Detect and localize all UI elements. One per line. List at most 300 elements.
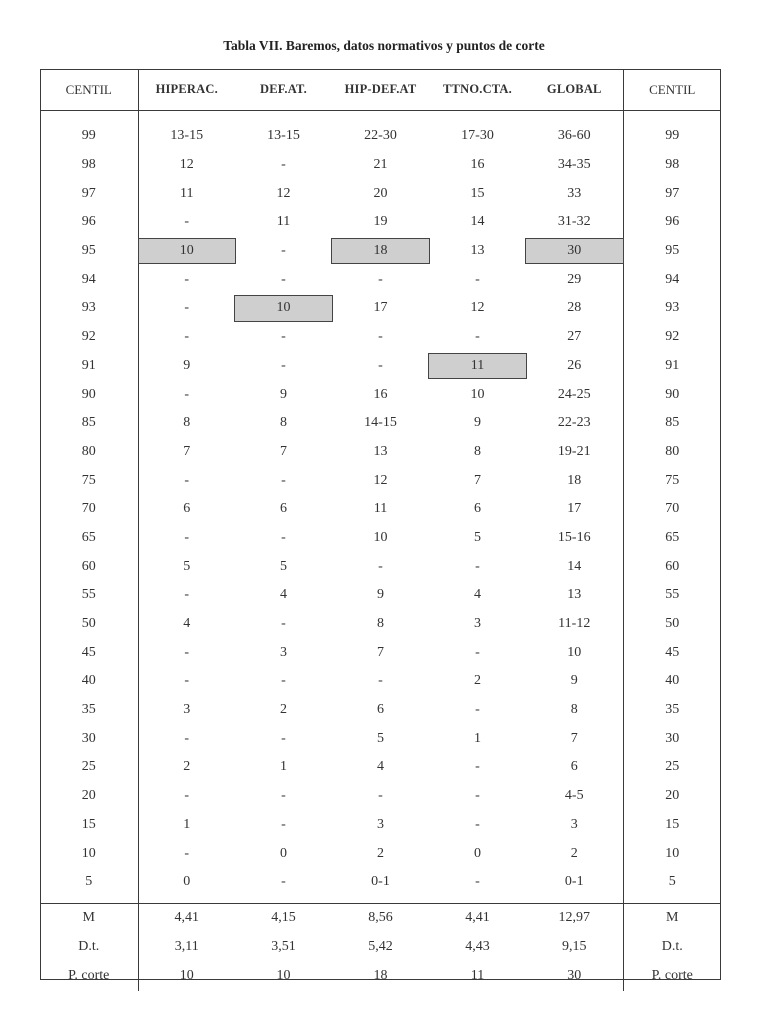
cell-value: -	[475, 329, 480, 345]
cell-value: 8	[377, 616, 384, 632]
centil-cell-right	[623, 753, 721, 782]
cell-value: 11	[470, 968, 485, 984]
value-cell	[332, 753, 429, 782]
value-cell	[526, 208, 623, 237]
cell-value: -	[184, 300, 190, 316]
cell-value: 4	[183, 616, 191, 632]
cell-value: 85	[665, 415, 680, 431]
table-row	[40, 581, 721, 610]
value-cell	[235, 753, 332, 782]
header-hiperac: HIPERAC.	[138, 69, 235, 111]
cell-value: 36-60	[557, 128, 591, 144]
cell-value: 10	[567, 644, 582, 660]
value-cell	[429, 552, 526, 581]
value-cell	[235, 638, 332, 667]
value-cell	[138, 868, 235, 897]
value-cell	[138, 638, 235, 667]
cell-value: 4,41	[174, 910, 199, 926]
cell-value: 99	[665, 128, 680, 144]
value-cell	[138, 782, 235, 811]
header-global: GLOBAL	[526, 69, 623, 111]
cell-value: 0	[183, 874, 191, 890]
cell-value: 25	[665, 759, 680, 775]
cell-value: 30	[665, 730, 680, 746]
stat-value-cell	[526, 933, 623, 962]
stat-value-cell	[332, 933, 429, 962]
cell-value: 12	[470, 300, 485, 316]
value-cell	[138, 839, 235, 868]
centil-cell-right	[623, 581, 721, 610]
value-cell	[235, 552, 332, 581]
cell-value: -	[475, 874, 480, 890]
table-row	[40, 811, 721, 840]
cell-value: 8	[280, 415, 287, 431]
cell-value: 4,41	[465, 910, 490, 926]
centil-cell-right	[623, 552, 721, 581]
value-cell	[526, 696, 623, 725]
value-cell	[429, 638, 526, 667]
stat-value-cell	[429, 933, 526, 962]
cell-value: -	[281, 673, 286, 689]
cell-value: 11	[180, 185, 194, 201]
stats-row	[40, 962, 721, 991]
centil-cell-right	[623, 438, 721, 467]
cell-value: 22-30	[364, 128, 397, 144]
cell-value: 8	[183, 415, 191, 431]
header-centil-right: CENTIL	[623, 69, 721, 111]
centil-cell-right	[623, 667, 721, 696]
cell-value: 97	[665, 185, 680, 201]
cell-value: 93	[665, 300, 680, 316]
centil-cell-right	[623, 208, 721, 237]
cell-value: 45	[81, 644, 96, 660]
stat-label-right	[623, 962, 721, 991]
cell-value: -	[475, 759, 480, 775]
cell-value: 95	[665, 243, 680, 259]
cell-value: 1	[183, 816, 191, 832]
centil-cell-left	[40, 581, 138, 610]
cell-value: 13-15	[267, 128, 300, 144]
centil-cell-right	[623, 151, 721, 180]
cell-value: 19-21	[557, 443, 591, 459]
cell-value: 8	[474, 443, 481, 459]
cell-value: 10	[373, 529, 388, 545]
cell-value: 7	[280, 443, 287, 459]
value-cell	[332, 495, 429, 524]
value-cell	[526, 495, 623, 524]
cell-value: 80	[81, 443, 96, 459]
cell-value: 70	[665, 501, 680, 517]
centil-cell-left	[40, 352, 138, 381]
cell-value: 28	[567, 300, 582, 316]
value-cell	[235, 667, 332, 696]
cell-value: -	[378, 558, 383, 574]
value-cell	[526, 294, 623, 323]
cell-value: 60	[81, 558, 96, 574]
cell-value: 5	[280, 558, 287, 574]
cell-value: -	[281, 816, 286, 832]
cell-value: -	[184, 271, 190, 287]
cell-value: 35	[81, 702, 96, 718]
cell-value: 95	[81, 243, 96, 259]
centil-cell-left	[40, 868, 138, 897]
value-cell	[138, 380, 235, 409]
cell-value: 80	[665, 443, 680, 459]
cell-value: 15-16	[557, 529, 591, 545]
value-cell	[526, 122, 623, 151]
cell-value: 4,15	[271, 910, 296, 926]
cell-value: -	[184, 673, 190, 689]
value-cell	[526, 438, 623, 467]
cell-value: -	[378, 357, 383, 373]
centil-cell-left	[40, 782, 138, 811]
value-cell	[526, 323, 623, 352]
value-cell	[138, 208, 235, 237]
value-cell	[235, 122, 332, 151]
value-cell	[235, 524, 332, 553]
value-cell	[526, 380, 623, 409]
value-cell	[235, 839, 332, 868]
value-cell	[138, 237, 235, 266]
stat-value-cell	[138, 903, 235, 933]
centil-cell-left	[40, 438, 138, 467]
centil-cell-left	[40, 724, 138, 753]
stat-value-cell	[332, 903, 429, 933]
cell-value: 15	[665, 816, 680, 832]
centil-cell-left	[40, 179, 138, 208]
centil-cell-left	[40, 552, 138, 581]
cell-value: -	[281, 874, 286, 890]
cell-value: 8,56	[368, 910, 393, 926]
value-cell	[138, 466, 235, 495]
table-row	[40, 839, 721, 868]
cell-value: 17	[567, 501, 582, 517]
cell-value: M	[82, 910, 95, 926]
value-cell	[332, 409, 429, 438]
centil-cell-left	[40, 610, 138, 639]
value-cell	[429, 352, 526, 381]
cell-value: -	[281, 243, 286, 259]
cell-value: 3	[280, 644, 287, 660]
value-cell	[332, 179, 429, 208]
cell-value: 5	[474, 529, 481, 545]
value-cell	[526, 409, 623, 438]
stat-value-cell	[526, 962, 623, 991]
cell-value: 13	[373, 443, 388, 459]
cell-value: 21	[373, 157, 388, 173]
cell-value: 5	[85, 874, 93, 890]
cell-value: 20	[665, 788, 680, 804]
cell-value: -	[281, 730, 286, 746]
value-cell	[332, 638, 429, 667]
stat-value-cell	[235, 903, 332, 933]
cell-value: -	[475, 788, 480, 804]
value-cell	[235, 495, 332, 524]
cell-value: 4-5	[564, 788, 584, 804]
value-cell	[526, 179, 623, 208]
cell-value: 98	[81, 157, 96, 173]
centil-cell-left	[40, 811, 138, 840]
centil-cell-left	[40, 409, 138, 438]
table-row	[40, 667, 721, 696]
centil-cell-left	[40, 839, 138, 868]
cell-value: 99	[81, 128, 96, 144]
value-cell	[429, 782, 526, 811]
header-row	[40, 69, 721, 111]
header-hip-defat: HIP-DEF.AT	[332, 69, 429, 111]
centil-cell-right	[623, 868, 721, 897]
value-cell	[332, 237, 429, 266]
value-cell	[332, 524, 429, 553]
value-cell	[332, 294, 429, 323]
value-cell	[332, 352, 429, 381]
value-cell	[429, 753, 526, 782]
cell-value: 0-1	[564, 874, 584, 890]
centil-cell-left	[40, 667, 138, 696]
cell-value: 2	[474, 673, 481, 689]
value-cell	[429, 208, 526, 237]
table-body	[40, 111, 721, 991]
centil-cell-right	[623, 811, 721, 840]
cell-value: 27	[567, 329, 582, 345]
cell-value: 14-15	[364, 415, 397, 431]
value-cell	[332, 323, 429, 352]
cell-value: -	[184, 329, 190, 345]
cell-value: 0	[280, 845, 287, 861]
cell-value: 17-30	[461, 128, 494, 144]
cell-value: -	[378, 329, 383, 345]
value-cell	[332, 782, 429, 811]
cell-value: 14	[567, 558, 582, 574]
cell-value: 17	[373, 300, 388, 316]
centil-cell-right	[623, 724, 721, 753]
stat-value-cell	[138, 962, 235, 991]
cell-value: 18	[567, 472, 582, 488]
cell-value: 3	[570, 816, 578, 832]
table-row	[40, 638, 721, 667]
value-cell	[235, 151, 332, 180]
value-cell	[332, 151, 429, 180]
cell-value: -	[184, 472, 190, 488]
centil-cell-right	[623, 409, 721, 438]
cell-value: 91	[665, 357, 680, 373]
cell-value: 96	[665, 214, 680, 230]
value-cell	[332, 466, 429, 495]
value-cell	[138, 151, 235, 180]
cell-value: 29	[567, 271, 582, 287]
value-cell	[138, 265, 235, 294]
cell-value: -	[184, 587, 190, 603]
value-cell	[332, 265, 429, 294]
value-cell	[429, 524, 526, 553]
cell-value: -	[475, 271, 480, 287]
cell-value: P. corte	[68, 968, 110, 984]
cell-value: 93	[81, 300, 96, 316]
cell-value: 10	[276, 300, 291, 316]
cell-value: 50	[81, 616, 96, 632]
cell-value: 5	[377, 730, 384, 746]
cell-value: 16	[470, 157, 485, 173]
cell-value: 8	[570, 702, 578, 718]
value-cell	[429, 237, 526, 266]
value-cell	[429, 581, 526, 610]
table-row	[40, 323, 721, 352]
value-cell	[138, 696, 235, 725]
value-cell	[332, 724, 429, 753]
stat-value-cell	[235, 962, 332, 991]
cell-value: 19	[373, 214, 388, 230]
cell-value: 4,43	[465, 939, 490, 955]
centil-cell-right	[623, 294, 721, 323]
cell-value: -	[475, 558, 480, 574]
cell-value: 1	[280, 759, 287, 775]
header-defat: DEF.AT.	[235, 69, 332, 111]
value-cell	[235, 782, 332, 811]
cell-value: 18	[373, 968, 388, 984]
cell-value: 5	[183, 558, 191, 574]
table-row	[40, 179, 721, 208]
value-cell	[526, 265, 623, 294]
value-cell	[429, 868, 526, 897]
centil-cell-left	[40, 237, 138, 266]
table-row	[40, 724, 721, 753]
value-cell	[526, 352, 623, 381]
value-cell	[526, 237, 623, 266]
value-cell	[429, 323, 526, 352]
table-row	[40, 294, 721, 323]
table-title: Tabla VII. Baremos, datos normativos y puntos de corte	[223, 38, 545, 53]
cell-value: -	[184, 214, 190, 230]
centil-cell-left	[40, 265, 138, 294]
cell-value: 65	[665, 529, 680, 545]
value-cell	[138, 179, 235, 208]
cell-value: -	[184, 730, 190, 746]
cell-value: -	[378, 271, 383, 287]
cell-value: -	[184, 529, 190, 545]
value-cell	[429, 122, 526, 151]
value-cell	[332, 610, 429, 639]
centil-cell-left	[40, 524, 138, 553]
cell-value: 91	[81, 357, 96, 373]
cell-value: -	[378, 788, 383, 804]
cell-value: 2	[377, 845, 384, 861]
cell-value: 94	[81, 271, 96, 287]
cell-value: 31-32	[557, 214, 591, 230]
centil-cell-left	[40, 466, 138, 495]
cell-value: 75	[665, 472, 680, 488]
value-cell	[138, 724, 235, 753]
cell-value: 60	[665, 558, 680, 574]
table-row	[40, 466, 721, 495]
centil-cell-right	[623, 495, 721, 524]
value-cell	[138, 438, 235, 467]
stat-value-cell	[332, 962, 429, 991]
value-cell	[429, 839, 526, 868]
centil-cell-right	[623, 782, 721, 811]
cell-value: 85	[81, 415, 96, 431]
centil-cell-left	[40, 696, 138, 725]
cell-value: 13	[567, 587, 582, 603]
cell-value: 10	[179, 968, 194, 984]
cell-value: 96	[81, 214, 96, 230]
value-cell	[332, 122, 429, 151]
value-cell	[235, 610, 332, 639]
cell-value: 9	[280, 386, 287, 402]
table-row	[40, 409, 721, 438]
cell-value: 13-15	[170, 128, 204, 144]
value-cell	[235, 352, 332, 381]
cell-value: 30	[567, 243, 582, 259]
centil-cell-right	[623, 352, 721, 381]
cell-value: 14	[470, 214, 485, 230]
value-cell	[526, 782, 623, 811]
cell-value: 18	[373, 243, 388, 259]
cell-value: 40	[81, 673, 96, 689]
cell-value: 94	[665, 271, 680, 287]
cell-value: 30	[81, 730, 96, 746]
value-cell	[235, 724, 332, 753]
value-cell	[526, 581, 623, 610]
table-row	[40, 552, 721, 581]
centil-cell-left	[40, 294, 138, 323]
cell-value: 34-35	[557, 157, 591, 173]
cell-value: 90	[665, 386, 680, 402]
value-cell	[526, 868, 623, 897]
cell-value: 20	[81, 788, 96, 804]
value-cell	[332, 868, 429, 897]
stat-value-cell	[526, 903, 623, 933]
value-cell	[526, 466, 623, 495]
value-cell	[235, 380, 332, 409]
cell-value: 6	[377, 702, 384, 718]
cell-value: 24-25	[557, 386, 591, 402]
value-cell	[429, 409, 526, 438]
cell-value: -	[184, 788, 190, 804]
cell-value: 0	[474, 845, 481, 861]
value-cell	[526, 638, 623, 667]
cell-value: 45	[665, 644, 680, 660]
cell-value: 13	[470, 243, 485, 259]
value-cell	[429, 811, 526, 840]
cell-value: -	[475, 644, 480, 660]
centil-cell-right	[623, 265, 721, 294]
table-row	[40, 265, 721, 294]
table-row	[40, 151, 721, 180]
value-cell	[138, 581, 235, 610]
table-row	[40, 753, 721, 782]
value-cell	[235, 265, 332, 294]
stat-label-left	[40, 933, 138, 962]
cell-value: 0-1	[371, 874, 390, 890]
cell-value: -	[378, 673, 383, 689]
value-cell	[526, 524, 623, 553]
cell-value: 6	[474, 501, 481, 517]
value-cell	[235, 208, 332, 237]
cell-value: 97	[81, 185, 96, 201]
cell-value: 12,97	[558, 910, 590, 926]
value-cell	[429, 696, 526, 725]
cell-value: 4	[280, 587, 287, 603]
table-row	[40, 122, 721, 151]
cell-value: 50	[665, 616, 680, 632]
stat-value-cell	[235, 933, 332, 962]
cell-value: -	[184, 644, 190, 660]
stat-label-left	[40, 903, 138, 933]
stat-value-cell	[429, 962, 526, 991]
value-cell	[138, 352, 235, 381]
value-cell	[138, 323, 235, 352]
cell-value: 6	[183, 501, 191, 517]
